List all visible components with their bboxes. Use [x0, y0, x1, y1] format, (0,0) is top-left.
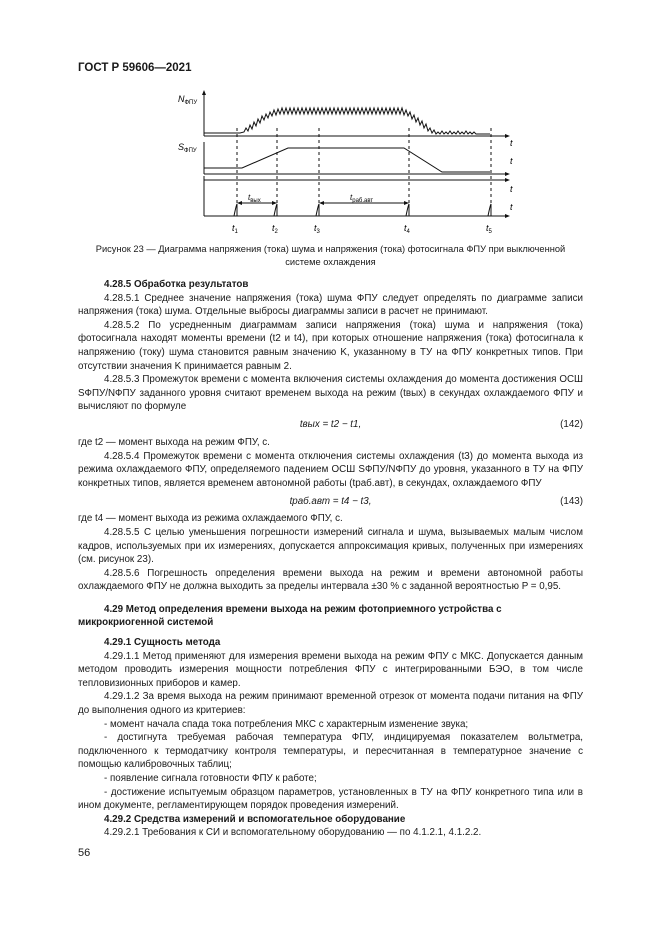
- figure-diagram: [160, 88, 530, 238]
- paragraph: 4.28.5.2 По усредненным диаграммам записи напряжения (тока) шума и напряжения (тока) фотосигнала находят моменты времени (t2 и t4), при которых отношение напряжения (тока) фотосигнала к напряжению (току) шума становится равным значению K, указанному в ТУ на ФПУ конкретных типов. При отсутствии значения K принимается равным 2.: [78, 319, 583, 372]
- t4-label: $t_4$: [404, 223, 410, 235]
- arrow-right-icon: [272, 201, 277, 205]
- t-axis-label-4: t: [510, 202, 513, 212]
- t-axis-label-1: t: [510, 138, 513, 148]
- signal-waveform: [204, 148, 490, 172]
- timeline-upper-arrow-icon: [505, 178, 510, 182]
- formula-expression: tвых = t2 − t1,: [299, 419, 362, 431]
- formula-142: [78, 414, 583, 436]
- arrow-left-icon: [319, 201, 324, 205]
- section-heading-4-29: 4.29 Метод определения времени выхода на режим фотоприемного устройства с микрокриогенной системой: [78, 603, 502, 629]
- t-axis-label-2: t: [510, 156, 513, 166]
- document-header: ГОСТ Р 59606—2021: [78, 62, 192, 74]
- formula-143: [78, 490, 583, 512]
- paragraph: 4.28.5.3 Промежуток времени с момента включения системы охлаждения до момента достижения ОСШ SФПУ/NФПУ заданного уровня считают временем выхода на режим (tвых) в секундах охлаждаемого ФПУ и вычисляют по формуле: [78, 374, 583, 413]
- paragraph: 4.29.1.2 За время выхода на режим принимают временной отрезок от момента подачи питания на ФПУ до выполнения одного из критериев:: [78, 691, 583, 717]
- list-item: - достигнута требуемая рабочая температура ФПУ, индицируемая показателем вольтметра, подключенного к термодатчику контроля температуры, и пересчитанная в температурное значение с помощью калибровочных таблиц;: [78, 732, 583, 771]
- s-fpu-label: $S_{ФПУ}$: [178, 142, 197, 154]
- where-clause: где t4 — момент выхода из режима охлаждаемого ФПУ, с.: [78, 513, 343, 525]
- paragraph: 4.28.5.4 Промежуток времени с момента отключения системы охлаждения (t3) до момента выхода из режима охлаждаемого ФПУ, определяемого падением ОСШ SФПУ/NФПУ до уровня, указанного в ТУ на ФПУ конкретных типов, является временем автономной работы (tраб.авт), в секундах, охлаждаемого ФПУ: [78, 450, 583, 489]
- t-vyh-label: $t_{вых}$: [248, 193, 261, 204]
- formula-expression: tраб.авт = t4 − t3,: [289, 495, 372, 507]
- paragraph: 4.28.5.6 Погрешность определения времени выхода на режим и времени автономной работы охлаждаемого ФПУ не должна выходить за пределы интервала ±30 % с заданной вероятностью P = 0,95.: [78, 567, 583, 593]
- paragraph: 4.28.5.5 С целью уменьшения погрешности измерений сигнала и шума, вызываемых малым числом кадров, используемых при их измерениях, допускается аппроксимация кривых, полученных при измерениях (см. рисунок 23).: [78, 526, 583, 566]
- section-heading-4-28-5: 4.28.5 Обработка результатов: [104, 279, 249, 290]
- list-item: - появление сигнала готовности ФПУ к работе;: [104, 773, 317, 784]
- section-heading-4-29-1: 4.29.1 Сущность метода: [104, 637, 221, 649]
- t1-label: $t_1$: [232, 223, 238, 235]
- section-heading-4-29-2: 4.29.2 Средства измерений и вспомогательное оборудование: [104, 813, 406, 825]
- formula-number: (143): [560, 495, 583, 507]
- body-text: [78, 278, 583, 840]
- where-clause: где t2 — момент выхода на режим ФПУ, с.: [78, 436, 270, 448]
- n-axis-arrow-icon: [202, 90, 206, 95]
- n-fpu-label: $N_{ФПУ}$: [178, 94, 198, 106]
- list-item: - достижение испытуемым образцом параметров, установленных в ТУ на ФПУ конкретного типа или в ином документе, регламентирующем порядок проведения измерений.: [78, 786, 583, 812]
- t5-label: $t_5$: [486, 223, 492, 235]
- t2-label: $t_2$: [272, 223, 278, 235]
- list-item: - момент начала спада тока потребления МКС с характерным изменение звука;: [104, 718, 469, 730]
- paragraph: 4.28.5.1 Среднее значение напряжения (тока) шума ФПУ следует определять по диаграмме записи напряжения (тока) шума. Отдельные выбросы диаграммы записи в расчет не принимают.: [78, 292, 583, 318]
- page-number: 56: [78, 847, 91, 859]
- s-axis-time-arrow-icon: [505, 172, 510, 176]
- arrow-right-icon: [404, 201, 409, 205]
- paragraph: 4.29.1.1 Метод применяют для измерения времени выхода на режим ФПУ с МКС. Допускается данным методом проводить измерения мощности потребления ФПУ с интегрированными БЭО, в том числе тепловизионных приборов и камер.: [78, 650, 583, 689]
- formula-number: (142): [560, 419, 583, 431]
- t3-label: $t_3$: [314, 223, 320, 235]
- t-axis-label-3: t: [510, 184, 513, 194]
- arrow-left-icon: [237, 201, 242, 205]
- figure-caption: Рисунок 23 — Диаграмма напряжения (тока) шума и напряжения (тока) фотосигнала ФПУ при выключенной системе охлаждения: [95, 244, 566, 267]
- t-rab-label: $t_{раб.авт}$: [350, 193, 374, 204]
- paragraph: 4.29.2.1 Требования к СИ и вспомогательному оборудованию — по 4.1.2.1, 4.1.2.2.: [104, 827, 482, 839]
- noise-waveform: [204, 108, 490, 134]
- timeline-arrow-icon: [505, 214, 510, 218]
